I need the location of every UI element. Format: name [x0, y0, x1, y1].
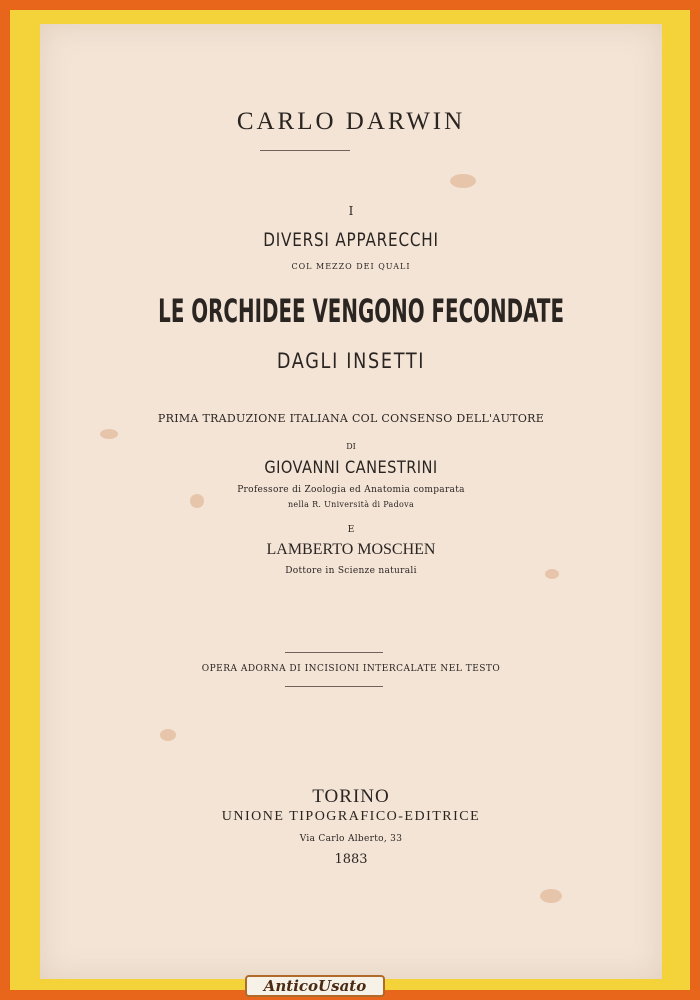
book-title-page: [40, 24, 662, 979]
divider-rule: [260, 150, 350, 151]
foxing-spot: [160, 729, 176, 741]
publication-year: 1883: [334, 852, 368, 867]
foxing-spot: [100, 429, 118, 439]
translator-1-place: nella R. Università di Padova: [287, 500, 415, 509]
title-line-4: DAGLI INSETTI: [276, 349, 426, 373]
divider-rule: [285, 652, 383, 653]
conjunction: E: [347, 525, 355, 535]
title-line-1: DIVERSI APPARECCHI: [263, 229, 439, 251]
publisher-address: Via Carlo Alberto, 33: [299, 834, 403, 844]
foxing-spot: [450, 174, 476, 188]
publication-city: TORINO: [312, 786, 390, 807]
foxing-spot: [540, 889, 562, 903]
publisher-name: UNIONE TIPOGRAFICO-EDITRICE: [221, 809, 481, 824]
watermark-logo: AnticoUsato: [245, 975, 385, 997]
title-line-2: COL MEZZO DEI QUALI: [291, 262, 411, 271]
divider-rule: [285, 686, 383, 687]
translator-2-name: LAMBERTO MOSCHEN: [266, 541, 436, 558]
volume-number: I: [348, 204, 354, 218]
author-name: CARLO DARWIN: [236, 108, 466, 135]
translator-1-role: Professore di Zoologia ed Anatomia comparata: [237, 485, 465, 495]
translator-1-name: GIOVANNI CANESTRINI: [264, 458, 438, 478]
translation-note: PRIMA TRADUZIONE ITALIANA COL CONSENSO DELL'AUTORE: [157, 412, 545, 425]
by-word: DI: [346, 442, 356, 451]
main-title: LE ORCHIDEE VENGONO FECONDATE: [158, 292, 564, 330]
illustrations-note: OPERA ADORNA DI INCISIONI INTERCALATE NEL TESTO: [201, 664, 501, 674]
translator-2-role: Dottore in Scienze naturali: [285, 566, 417, 576]
